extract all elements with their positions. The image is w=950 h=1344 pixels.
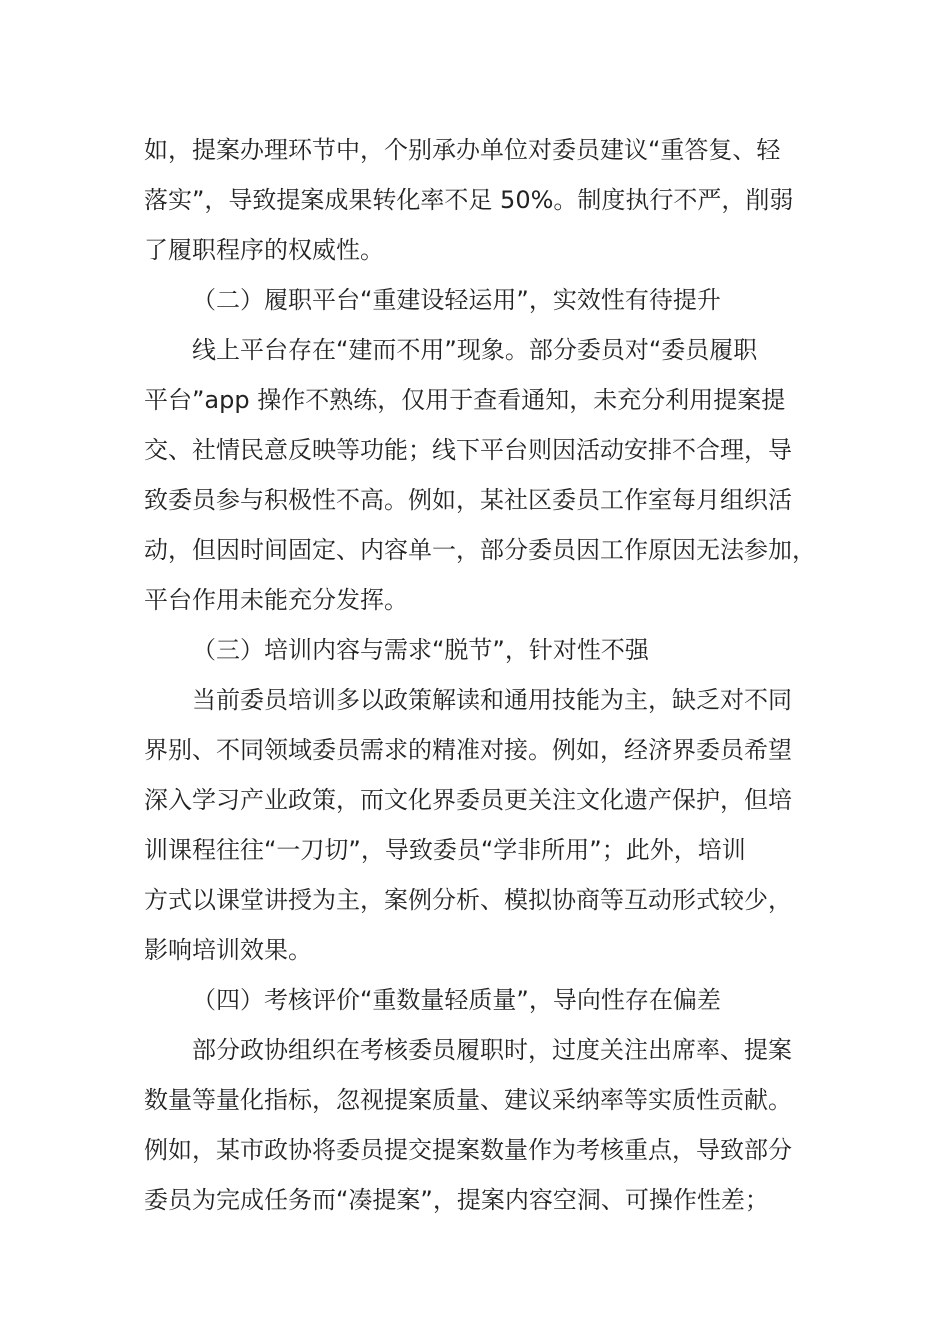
body-text-line: 界别、不同领域委员需求的精准对接。例如，经济界委员希望 — [144, 736, 792, 764]
body-text-line: 交、社情民意反映等功能；线下平台则因活动安排不合理，导 — [144, 436, 792, 464]
body-text-line: 平台”app 操作不熟练，仅用于查看通知，未充分利用提案提 — [144, 386, 786, 414]
body-text-line: 了履职程序的权威性。 — [144, 236, 384, 264]
body-text-line: 例如，某市政协将委员提交提案数量作为考核重点，导致部分 — [144, 1136, 792, 1164]
body-text-line: 当前委员培训多以政策解读和通用技能为主，缺乏对不同 — [192, 686, 792, 714]
body-text-line: 如，提案办理环节中，个别承办单位对委员建议“重答复、轻 — [144, 136, 781, 164]
section-heading: （二）履职平台“重建设轻运用”，实效性有待提升 — [192, 286, 721, 314]
body-text-line: 方式以课堂讲授为主，案例分析、模拟协商等互动形式较少， — [144, 886, 792, 914]
body-text-line: 致委员参与积极性不高。例如，某社区委员工作室每月组织活 — [144, 486, 792, 514]
body-text-line: 线上平台存在“建而不用”现象。部分委员对“委员履职 — [192, 336, 758, 364]
section-heading: （四）考核评价“重数量轻质量”，导向性存在偏差 — [192, 986, 721, 1014]
body-text-line: 委员为完成任务而“凑提案”，提案内容空洞、可操作性差； — [144, 1186, 769, 1214]
body-text-line: 数量等量化指标，忽视提案质量、建议采纳率等实质性贡献。 — [144, 1086, 792, 1114]
body-text-line: 落实”，导致提案成果转化率不足 50%。制度执行不严，削弱 — [144, 186, 794, 214]
section-heading: （三）培训内容与需求“脱节”，针对性不强 — [192, 636, 649, 664]
body-text-line: 平台作用未能充分发挥。 — [144, 586, 408, 614]
body-text-line: 部分政协组织在考核委员履职时，过度关注出席率、提案 — [192, 1036, 792, 1064]
body-text-line: 深入学习产业政策，而文化界委员更关注文化遗产保护，但培 — [144, 786, 792, 814]
body-text-line: 动，但因时间固定、内容单一，部分委员因工作原因无法参加， — [144, 536, 816, 564]
body-text-line: 训课程往往“一刀切”，导致委员“学非所用”；此外，培训 — [144, 836, 746, 864]
body-text-line: 影响培训效果。 — [144, 936, 312, 964]
